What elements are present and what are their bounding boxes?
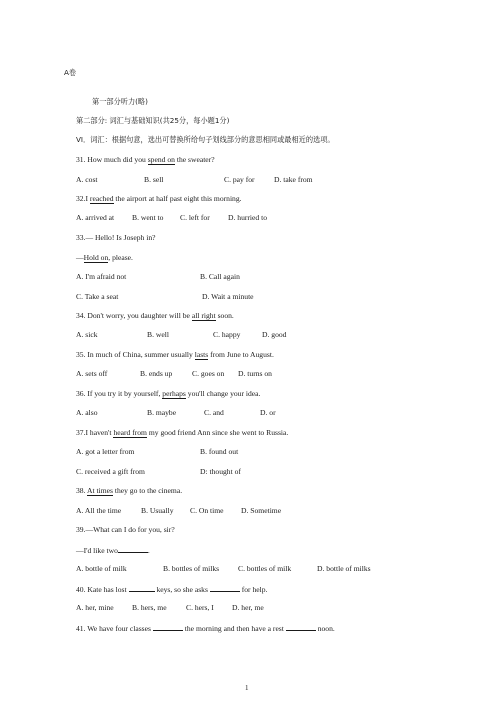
option-b: B. went to — [132, 213, 164, 222]
option-d: D. bottle of milks — [317, 564, 371, 573]
option-d: D. her, me — [232, 603, 264, 612]
option-c: C. On time — [190, 506, 224, 515]
option-a: A. All the time — [76, 506, 122, 515]
option-c: C. Take a seat — [76, 292, 119, 301]
option-a: A. cost — [76, 175, 98, 184]
option-b: B. found out — [200, 447, 239, 456]
option-c: C. bottles of milk — [238, 564, 292, 573]
question-39: 39.—What can I do for you, sir? — [76, 525, 175, 534]
section6-instruction: VI．词汇：根据句意，选出可替换所给句子划线部分的意思相同或最相近的选项。 — [76, 135, 335, 144]
answer-blank — [118, 545, 148, 553]
option-d: D. take from — [274, 175, 313, 184]
option-b: B. sell — [144, 175, 164, 184]
option-b: B. hers, me — [132, 603, 167, 612]
option-d: D. Sometime — [241, 506, 282, 515]
answer-blank — [286, 623, 316, 631]
question-32: 32.I reached the airport at half past eight this morning. — [76, 194, 242, 203]
option-c: C. pay for — [224, 175, 255, 184]
question-33-reply: —Hold on, please. — [76, 253, 133, 262]
option-c: C. goes on — [192, 369, 225, 378]
part1-heading: 第一部分听力(略) — [92, 97, 148, 106]
option-a: A. bottle of milk — [76, 564, 127, 573]
question-41: 41. We have four classes the morning and then have a rest noon. — [76, 624, 335, 633]
answer-blank — [153, 623, 183, 631]
option-d: D. hurried to — [228, 213, 268, 222]
option-b: B. well — [147, 330, 169, 339]
answer-blank — [129, 584, 155, 592]
question-37: 37.I haven't heard from my good friend Ann since she went to Russia. — [76, 428, 289, 437]
option-b: B. Call again — [200, 272, 240, 281]
option-a: A. sick — [76, 330, 98, 339]
option-d: D: thought of — [200, 467, 241, 476]
option-c: C. hers, I — [186, 603, 214, 612]
option-c: C. happy — [213, 330, 241, 339]
option-a: A. I'm afraid not — [76, 272, 127, 281]
option-d: D. Wait a minute — [202, 292, 254, 301]
option-b: B. bottles of milks — [163, 564, 220, 573]
option-a: A. her, mine — [76, 603, 114, 612]
question-33: 33.— Hello! Is Joseph in? — [76, 233, 156, 242]
answer-blank — [210, 584, 240, 592]
option-a: A. also — [76, 408, 98, 417]
option-c: C. received a gift from — [76, 467, 145, 476]
question-34: 34. Don't worry, you daughter will be all right soon. — [76, 311, 234, 320]
option-a: A. got a letter from — [76, 447, 135, 456]
question-39-reply: —I'd like two . — [76, 546, 150, 555]
question-31: 31. How much did you spend on the sweater? — [76, 155, 215, 164]
option-c: C. and — [204, 408, 224, 417]
option-d: D. or — [260, 408, 276, 417]
option-b: B. Usually — [141, 506, 174, 515]
option-b: B. maybe — [147, 408, 177, 417]
option-a: A. arrived at — [76, 213, 115, 222]
option-d: D. good — [262, 330, 287, 339]
question-35: 35. In much of China, summer usually lasts from June to August. — [76, 350, 274, 359]
question-40: 40. Kate has lost keys, so she asks for help. — [76, 585, 268, 594]
option-b: B. ends up — [140, 369, 173, 378]
part2-heading: 第二部分: 词汇与基础知识(共25分，每小题1分) — [76, 116, 230, 125]
option-c: C. left for — [180, 213, 210, 222]
question-36: 36. If you try it by yourself, perhaps you'll change your idea. — [76, 389, 261, 398]
volume-label: A卷 — [64, 68, 77, 77]
page-number: 1 — [245, 684, 249, 692]
question-38: 38. At times they go to the cinema. — [76, 486, 183, 495]
option-a: A. sets off — [76, 369, 108, 378]
option-d: D. turns on — [238, 369, 272, 378]
